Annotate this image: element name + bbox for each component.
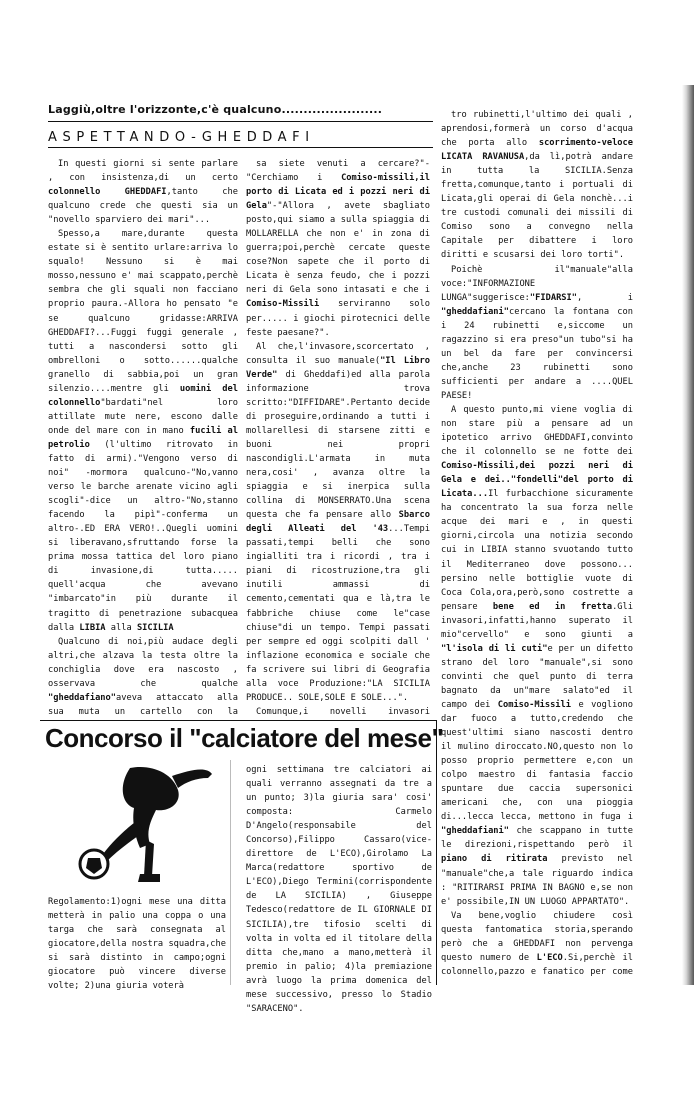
text-run: A questo punto,mi viene voglia di non stare più a pensare ad un ipotetico arrivo GHEDDAFI,convinto che il colonnello se ne fotte dei	[441, 404, 633, 458]
bold-text-run: L'ECO	[536, 952, 563, 963]
bold-text-run: Comiso-Missili,dei pozzi neri di Gela e dei.."fondelli"del porto di Licata...	[441, 461, 633, 500]
contest-box-rule	[436, 720, 437, 985]
paragraph	[48, 227, 238, 634]
text-run: Poichè il"manuale"alla voce:"INFORMAZIONE LUNGA"suggerisce:	[441, 264, 633, 303]
paragraph	[48, 635, 238, 717]
paragraph	[246, 157, 430, 340]
text-run: serviranno solo per..... i giochi pirotecnici delle feste paesane?".	[246, 299, 430, 338]
text-run: ,tanto che qualcuno crede che questi sia un "novello sparviero dei mari"...	[48, 187, 238, 226]
contest-title: Concorso il "calciatore del mese"	[45, 723, 444, 753]
bold-text-run: LIBIA	[79, 622, 106, 633]
bold-text-run: "gheddafiano"	[48, 692, 116, 703]
bold-text-run: Comiso-missili,il porto di Licata ed i pozzi neri di Gela	[246, 173, 430, 212]
text-run: , i	[577, 292, 633, 303]
bold-text-run: "FIDARSI"	[529, 292, 577, 303]
text-run: e per un difetto strano del loro "manuale",si sono convinti che quel punto di terra bagnato da un"mare salato"ed il campo dei	[441, 643, 633, 710]
article-column-1	[48, 157, 238, 717]
article-column-2	[246, 157, 430, 717]
contest-rules-column-1	[48, 895, 226, 992]
bold-text-run: bene ed in fretta	[492, 601, 613, 612]
text-run: cercano la fontana con i 24 rubinetti e,siccome un ragazzino si era preso"un tubo"si ha un bel da fare per convincersi che,anche 23 rubinetti sono sufficienti per andare a ....QUEL PAESE!	[441, 306, 633, 401]
text-run: "bardati"nel loro attillate mute nere, escono dalle onde del mare con in mano	[48, 397, 238, 436]
paragraph	[441, 403, 633, 909]
text-run: Al che,l'invasore,scorcertato , consulta il suo manuale(	[246, 341, 430, 366]
paragraph	[48, 157, 238, 227]
contest-rules-text-2: ogni settimana tre calciatori ai quali verranno assegnati da tre a un punto; 3)la giuria sara' cosi' composta: Carmelo D'Angelo(responsabile del Concorso),Filippo Cassaro(vice-direttore de L'ECO),Girolamo La Marca(redattore sportivo de L'ECO),Diego Termini(corrispondente de LA SICILIA) , Giuseppe Tedesco(redattore de IL GIORNALE DI SICILIA),tre tifosio scelti di volta in volta ed il titolare della ditta che,mano a mano,metterà il premio in palio; 4)la premiazione avrà luogo la prima domenica del mese successivo, presso lo Stadio "SARACENO".	[246, 765, 432, 1014]
text-run: "-"Allora , avete sbagliato posto,qui siamo a sulla spiaggia di MOLLARELLA che non e' in zona di guerra;poi,perchè cercate queste cose?Non sapete che il porto di Licata è senza feudo, che i pozzi neri di Gela sono intasati e che i	[246, 201, 430, 296]
text-run: .Gli invasori,infatti,hanno superato il mio"cervello" e sono giunti a	[441, 601, 633, 640]
bold-text-run: SICILIA	[136, 622, 174, 633]
bold-text-run: "l'isola di li cuti"	[441, 643, 548, 654]
text-run: ...Tempi passati,tempi belli che sono ingialliti tra i ricordi , tra i piani di ricostruzione,tra gli inutili ammassi di cemento,cementati qua e là,tra le fabbriche chiuse come le"case chiuse"di un tempo. Tempi passati per sempre ed oggi scolpiti dall ' inflazione economica e sociale che fa scrivere sui libri di Geografia alla voce Produzione:"LA SICILIA PRODUCE.. SOLE,SOLE E SOLE...".	[246, 524, 430, 703]
text-run: tro rubinetti,l'ultimo dei quali , aprendosi,formerà un corso d'acqua che porta allo	[441, 110, 633, 149]
paragraph	[246, 340, 430, 705]
bold-text-run: Sbarco degli Alleati del '43	[246, 510, 430, 535]
paragraph	[441, 909, 633, 978]
text-run: ,da lì,potrà andare in tutta la SICILIA.Senza fretta,comunque,tanto i portuali di Licata,gli operai di Gela nonchè...i tre custodi comunali dei missili di Comiso sono a convegno nella Capitale per dibattere i loro diritti e scusarsi dei loro torti".	[441, 152, 633, 261]
contest-rules-text-1: Regolamento:1)ogni mese una ditta metterà in palio una coppa o una targa che sarà consegnata al giocatore,della nostra squadra,che si sarà distinto in campo;ogni giocatore può vincere diverse volte; 2)una giuria voterà	[48, 897, 226, 992]
bold-text-run: "Il Libro Verde"	[246, 355, 430, 380]
text-run: Va bene,voglio chiudere così questa fantomatica storia,sperando però che a GHEDDAFI non pervenga questo numero de	[441, 910, 633, 963]
bold-text-run: Comiso-Missili	[497, 699, 571, 710]
text-run: Il furbacchione sicuramente ha concentrato la sua forza nelle acque dei mari e , in questi giorni,circola una notizia secondo cui in LIBIA stanno svuotando tutto il Mediterraneo dove possono... persino nelle bottiglie vuote di Coca Cola,ora,però,sono costrette a pensare	[441, 489, 633, 612]
text-run: che scappano in tutte le direzioni,rispettando però il	[441, 826, 633, 851]
paragraph	[246, 705, 430, 717]
contest-rules-column-2	[246, 763, 432, 1014]
bold-text-run: scorrimento-veloce LICATA RAVANUSA	[441, 138, 633, 163]
page-edge-shadow	[682, 85, 694, 985]
text-run: Spesso,a mare,durante questa estate si è sentito urlare:arriva lo squalo! Nessuno si è mai mosso,nessuno e' mai scappato,perchè sembra che gli squali non facciano proprio paura.-Allora ho pensato "e se qualcuno gridasse:ARRIVA GHEDDAFI?...Fuggi fuggi generale , tutti a nascondersi sotto gli ombrelloni o sotto......qualche granello di sabbia,poi un gran silenzio....mentre gli	[48, 229, 238, 394]
kicker-rule	[48, 121, 433, 122]
text-run: e vogliono dar fuoco a tutto,credendo che quest'ultimi siano nascosti dentro il mulino diroccato.NO,questo non lo posso proprio permettere e,con un colpo maestro di fantasia faccio spuntare due caccia supersonici americani che, con una pioggia di...lecca lecca, mettono in fuga i	[441, 699, 633, 823]
text-run: aveva attaccato alla sua muta un cartello con la	[48, 692, 238, 717]
text-run: di Gheddafi)ed alla parola informazione trova scritto:"DIFFIDARE".Pertanto decide di proseguire,ordinando a tutti i mollarellesi di starsene zitti e buoni nei propri nascondigli.L'armata in muta nera,cosi' , avanza oltre la spiaggia e si inerpica sulla collina di MONSERRATO.Una scena questa che fa pensare allo	[246, 369, 430, 521]
player-boot	[138, 874, 160, 882]
text-run: In questi giorni si sente parlare , con insistenza,di un certo	[48, 159, 238, 184]
kicker-line: Laggiù,oltre l'orizzonte,c'è qualcuno.......................	[48, 103, 383, 116]
bold-text-run: "gheddafiani"	[441, 306, 509, 317]
bold-text-run: colonnello GHEDDAFI	[48, 187, 167, 198]
article-column-3	[441, 108, 633, 978]
bold-text-run: "gheddafiani"	[441, 826, 509, 837]
contest-column-divider	[230, 760, 231, 985]
text-run: alla	[105, 622, 137, 633]
bold-text-run: fucili al petrolio	[48, 425, 238, 450]
text-run: Comunque,i novelli invasori	[256, 706, 430, 717]
bold-text-run: uomini del colonnello	[48, 383, 238, 408]
article-headline: ASPETTANDO-GHEDDAFI	[48, 130, 433, 148]
paragraph	[441, 108, 633, 263]
bold-text-run: piano di ritirata	[441, 854, 548, 865]
player-arm	[172, 770, 212, 788]
footballer-illustration	[60, 760, 220, 890]
text-run: .Si,perchè il colonnello,pazzo e fanatico per come	[441, 952, 633, 977]
paragraph	[441, 263, 633, 403]
text-run: previsto nel "manuale"che,a tale riguardo indica : "RITIRARSI PRIMA IN BAGNO e,se non e' possibile,IN UN LUOGO APPARTATO".	[441, 854, 633, 907]
bold-text-run: Comiso-Missili	[246, 299, 320, 310]
text-run: Qualcuno di noi,più audace degli altri,che alzava la testa oltre la conchiglia dove era nascosto , osservava che qualche	[48, 636, 238, 689]
text-run: (l'ultimo ritrovato in fatto di armi)."Vengono verso di noi" -mormora qualcuno-"No,vanno verso le barche arenate vicino agli scogli"-dice un altro-"No,stanno facendo la pipì"-conferma un altro-.ED ERA VERO!..Quegli uomini si liberavano,sfruttando forse la prima mossa tattica del loro piano di invasione,di tutta..... quell'acqua che avevano "imbarcato"in più durante il tragitto di penetrazione subacquea dalla	[48, 439, 238, 633]
text-run: sa siete venuti a cercare?"-"Cerchiamo i	[246, 159, 430, 184]
